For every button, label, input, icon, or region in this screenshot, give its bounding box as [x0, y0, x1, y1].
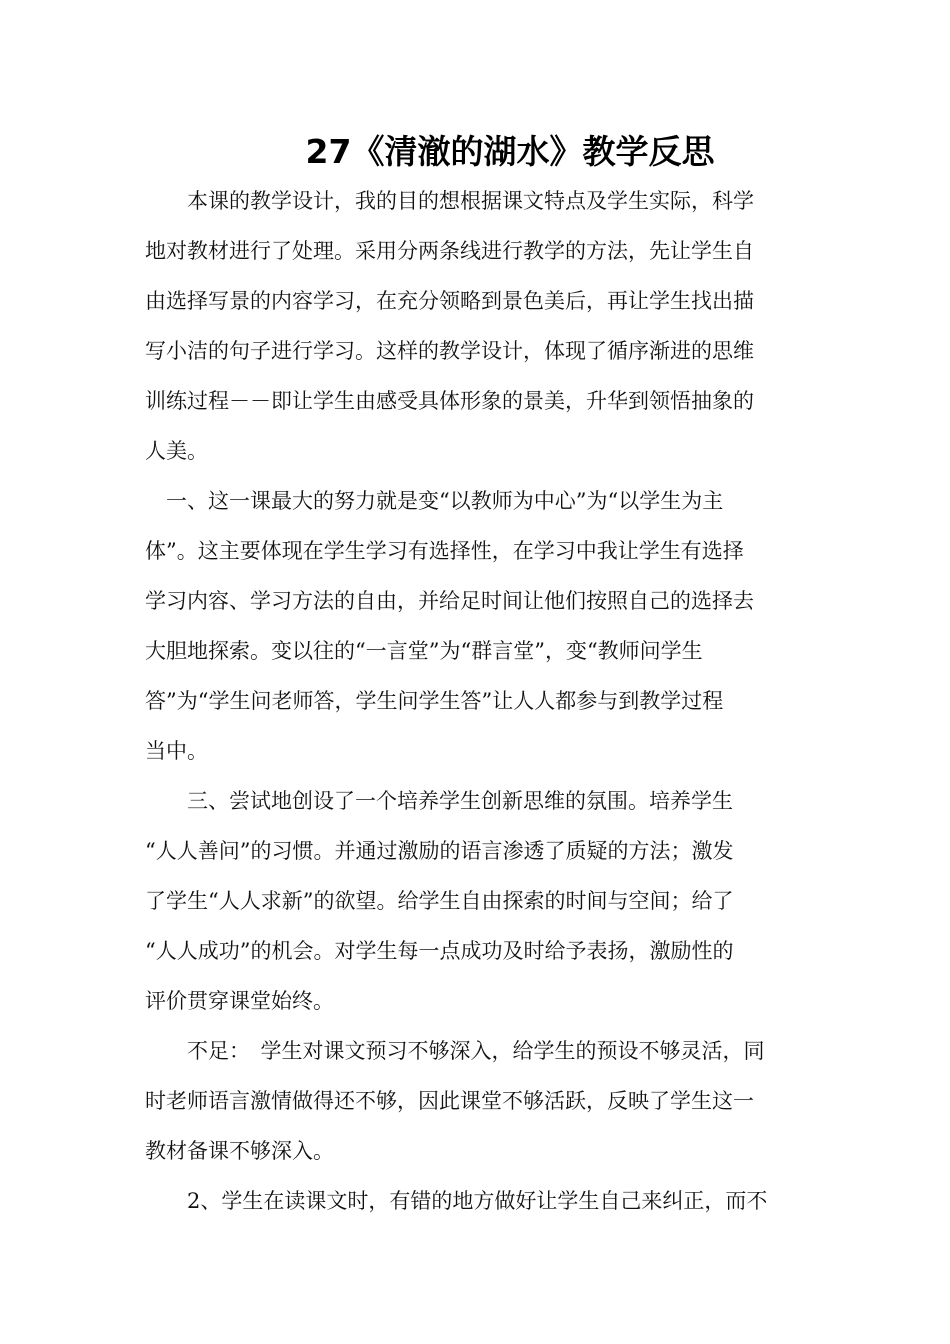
body-line: 写小洁的句子进行学习。这样的教学设计，体现了循序渐进的思维	[145, 339, 754, 363]
body-line: 三、尝试地创设了一个培养学生创新思维的氛围。培养学生	[145, 789, 733, 813]
body-line: 人美。	[145, 439, 208, 463]
body-line: 教材备课不够深入。	[145, 1139, 334, 1163]
body-line: “人人成功”的机会。对学生每一点成功及时给予表扬，激励性的	[145, 939, 734, 963]
body-line: 时老师语言激情做得还不够，因此课堂不够活跃，反映了学生这一	[145, 1089, 754, 1113]
body-line: 训练过程－－即让学生由感受具体形象的景美，升华到领悟抽象的	[145, 389, 754, 413]
body-line: 不足： 学生对课文预习不够深入，给学生的预设不够灵活，同	[145, 1039, 765, 1063]
body-line: 一、这一课最大的努力就是变“以教师为中心”为“以学生为主	[145, 489, 724, 513]
body-line: 本课的教学设计，我的目的想根据课文特点及学生实际，科学	[145, 189, 754, 213]
body-line: 体”。这主要体现在学生学习有选择性，在学习中我让学生有选择	[145, 539, 744, 563]
body-line: 由选择写景的内容学习，在充分领略到景色美后，再让学生找出描	[145, 289, 754, 313]
body-line: 答”为“学生问老师答，学生问学生答”让人人都参与到教学过程	[145, 689, 724, 713]
body-line: 当中。	[145, 739, 208, 763]
body-line: 评价贯穿课堂始终。	[145, 989, 334, 1013]
document-title: 27《清澈的湖水》教学反思	[305, 132, 715, 171]
body-line: 2、学生在读课文时，有错的地方做好让学生自己来纠正，而不	[145, 1189, 768, 1213]
body-line: 了学生“人人求新”的欲望。给学生自由探索的时间与空间；给了	[145, 889, 734, 913]
body-line: 大胆地探索。变以往的“一言堂”为“群言堂”，变“教师问学生	[145, 639, 703, 663]
body-line: “人人善问”的习惯。并通过激励的语言渗透了质疑的方法；激发	[145, 839, 734, 863]
body-line: 地对教材进行了处理。采用分两条线进行教学的方法，先让学生自	[145, 239, 754, 263]
body-line: 学习内容、学习方法的自由，并给足时间让他们按照自己的选择去	[145, 589, 754, 613]
